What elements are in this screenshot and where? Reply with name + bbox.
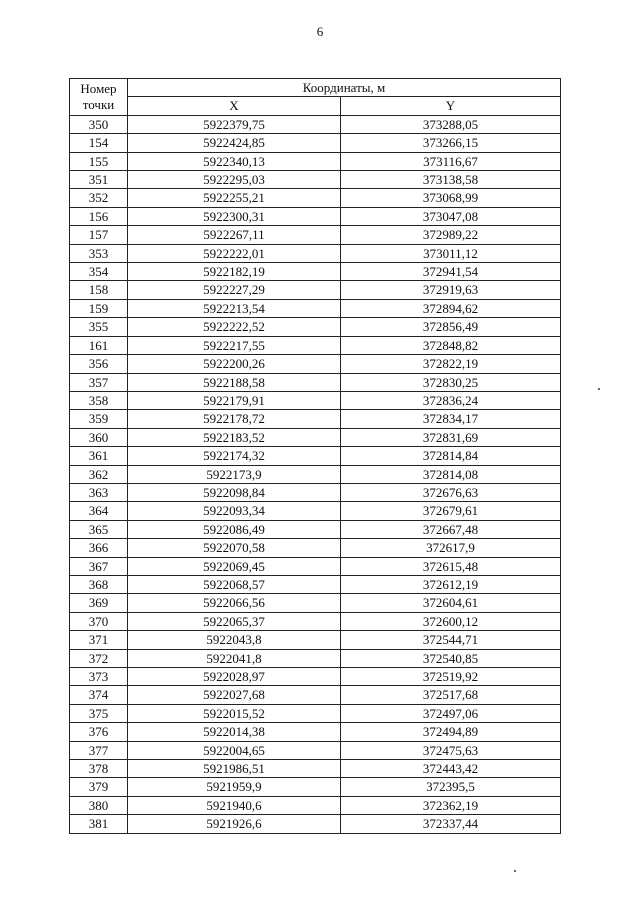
table-row [70, 723, 561, 741]
cell-x: 5922173,9 [128, 465, 341, 483]
table-row [70, 355, 561, 373]
header-row-top [70, 79, 561, 97]
table-row [70, 612, 561, 630]
cell-point-number: 363 [70, 483, 128, 501]
cell-x: 5922004,65 [128, 741, 341, 759]
cell-y: 372443,42 [341, 760, 561, 778]
table-row [70, 152, 561, 170]
cell-x: 5922065,37 [128, 612, 341, 630]
cell-y: 372941,54 [341, 263, 561, 281]
coordinates-table [69, 78, 561, 834]
cell-y: 373288,05 [341, 115, 561, 133]
table-header [70, 79, 561, 116]
cell-y: 372517,68 [341, 686, 561, 704]
cell-x: 5922028,97 [128, 668, 341, 686]
cell-y: 372836,24 [341, 391, 561, 409]
header-y: Y [341, 97, 561, 115]
cell-x: 5922174,32 [128, 447, 341, 465]
cell-x: 5922424,85 [128, 134, 341, 152]
cell-x: 5922178,72 [128, 410, 341, 428]
cell-point-number: 364 [70, 502, 128, 520]
cell-point-number: 358 [70, 391, 128, 409]
cell-y: 372600,12 [341, 612, 561, 630]
cell-point-number: 377 [70, 741, 128, 759]
cell-point-number: 360 [70, 428, 128, 446]
cell-y: 373266,15 [341, 134, 561, 152]
cell-point-number: 372 [70, 649, 128, 667]
cell-x: 5922014,38 [128, 723, 341, 741]
table-row [70, 336, 561, 354]
cell-y: 372475,63 [341, 741, 561, 759]
table-row [70, 539, 561, 557]
table-row [70, 741, 561, 759]
cell-y: 372540,85 [341, 649, 561, 667]
table-row [70, 171, 561, 189]
cell-y: 372519,92 [341, 668, 561, 686]
cell-point-number: 352 [70, 189, 128, 207]
header-coordinates: Координаты, м [128, 79, 561, 97]
cell-y: 373138,58 [341, 171, 561, 189]
header-x: X [128, 97, 341, 115]
cell-x: 5922043,8 [128, 631, 341, 649]
cell-x: 5922222,01 [128, 244, 341, 262]
table-row [70, 704, 561, 722]
cell-point-number: 367 [70, 557, 128, 575]
table-row [70, 686, 561, 704]
cell-point-number: 354 [70, 263, 128, 281]
cell-x: 5922267,11 [128, 226, 341, 244]
cell-point-number: 368 [70, 575, 128, 593]
table-row [70, 575, 561, 593]
cell-y: 372814,08 [341, 465, 561, 483]
cell-x: 5922340,13 [128, 152, 341, 170]
cell-x: 5922068,57 [128, 575, 341, 593]
cell-x: 5922015,52 [128, 704, 341, 722]
cell-x: 5922200,26 [128, 355, 341, 373]
table-row [70, 760, 561, 778]
cell-point-number: 381 [70, 815, 128, 833]
table-body [70, 115, 561, 833]
cell-y: 372676,63 [341, 483, 561, 501]
cell-point-number: 362 [70, 465, 128, 483]
cell-x: 5922093,34 [128, 502, 341, 520]
cell-y: 372544,71 [341, 631, 561, 649]
cell-y: 373011,12 [341, 244, 561, 262]
table-row [70, 299, 561, 317]
cell-point-number: 355 [70, 318, 128, 336]
header-point-line2: точки [82, 96, 115, 112]
table-row [70, 796, 561, 814]
cell-x: 5922213,54 [128, 299, 341, 317]
table-row [70, 189, 561, 207]
scan-speck [598, 388, 600, 390]
cell-point-number: 361 [70, 447, 128, 465]
table-row [70, 594, 561, 612]
cell-y: 372989,22 [341, 226, 561, 244]
cell-y: 372667,48 [341, 520, 561, 538]
cell-point-number: 379 [70, 778, 128, 796]
cell-y: 372615,48 [341, 557, 561, 575]
cell-point-number: 371 [70, 631, 128, 649]
table-row [70, 263, 561, 281]
cell-x: 5922066,56 [128, 594, 341, 612]
cell-point-number: 155 [70, 152, 128, 170]
cell-y: 372834,17 [341, 410, 561, 428]
cell-point-number: 357 [70, 373, 128, 391]
cell-point-number: 370 [70, 612, 128, 630]
table-row [70, 465, 561, 483]
cell-x: 5921926,6 [128, 815, 341, 833]
header-row-bottom [70, 97, 561, 115]
cell-x: 5922217,55 [128, 336, 341, 354]
cell-y: 373068,99 [341, 189, 561, 207]
table-row [70, 483, 561, 501]
cell-x: 5922255,21 [128, 189, 341, 207]
cell-point-number: 365 [70, 520, 128, 538]
table-row [70, 778, 561, 796]
cell-point-number: 373 [70, 668, 128, 686]
cell-point-number: 353 [70, 244, 128, 262]
header-point-number [70, 79, 128, 116]
table-row [70, 668, 561, 686]
cell-y: 372679,61 [341, 502, 561, 520]
cell-x: 5922188,58 [128, 373, 341, 391]
cell-point-number: 356 [70, 355, 128, 373]
page-number: 6 [316, 24, 324, 39]
cell-point-number: 156 [70, 207, 128, 225]
cell-point-number: 378 [70, 760, 128, 778]
header-point-line1: Номер [80, 80, 117, 96]
table-row [70, 134, 561, 152]
cell-y: 372617,9 [341, 539, 561, 557]
cell-point-number: 351 [70, 171, 128, 189]
cell-point-number: 366 [70, 539, 128, 557]
table-row [70, 428, 561, 446]
table-row [70, 520, 561, 538]
table-row [70, 373, 561, 391]
cell-x: 5922098,84 [128, 483, 341, 501]
cell-y: 372337,44 [341, 815, 561, 833]
cell-x: 5922300,31 [128, 207, 341, 225]
cell-point-number: 374 [70, 686, 128, 704]
table-row [70, 281, 561, 299]
cell-y: 373047,08 [341, 207, 561, 225]
cell-point-number: 380 [70, 796, 128, 814]
cell-x: 5922183,52 [128, 428, 341, 446]
cell-y: 372612,19 [341, 575, 561, 593]
table-row [70, 410, 561, 428]
cell-y: 372894,62 [341, 299, 561, 317]
cell-x: 5922182,19 [128, 263, 341, 281]
cell-point-number: 157 [70, 226, 128, 244]
table-row [70, 115, 561, 133]
cell-x: 5922070,58 [128, 539, 341, 557]
cell-x: 5922069,45 [128, 557, 341, 575]
cell-x: 5921940,6 [128, 796, 341, 814]
cell-x: 5922379,75 [128, 115, 341, 133]
cell-point-number: 350 [70, 115, 128, 133]
cell-y: 372848,82 [341, 336, 561, 354]
cell-y: 372831,69 [341, 428, 561, 446]
cell-point-number: 376 [70, 723, 128, 741]
cell-x: 5922027,68 [128, 686, 341, 704]
cell-y: 372919,63 [341, 281, 561, 299]
cell-x: 5922295,03 [128, 171, 341, 189]
table-row [70, 815, 561, 833]
cell-x: 5922227,29 [128, 281, 341, 299]
cell-y: 373116,67 [341, 152, 561, 170]
table-row [70, 557, 561, 575]
cell-y: 372395,5 [341, 778, 561, 796]
cell-x: 5922041,8 [128, 649, 341, 667]
cell-y: 372604,61 [341, 594, 561, 612]
cell-x: 5922179,91 [128, 391, 341, 409]
cell-point-number: 359 [70, 410, 128, 428]
cell-y: 372362,19 [341, 796, 561, 814]
cell-point-number: 158 [70, 281, 128, 299]
cell-x: 5922222,52 [128, 318, 341, 336]
table-row [70, 631, 561, 649]
cell-point-number: 161 [70, 336, 128, 354]
cell-y: 372814,84 [341, 447, 561, 465]
cell-y: 372822,19 [341, 355, 561, 373]
table-row [70, 649, 561, 667]
cell-x: 5921986,51 [128, 760, 341, 778]
cell-point-number: 375 [70, 704, 128, 722]
cell-point-number: 154 [70, 134, 128, 152]
table-row [70, 318, 561, 336]
scan-speck [514, 870, 516, 872]
table-row [70, 447, 561, 465]
cell-y: 372856,49 [341, 318, 561, 336]
cell-point-number: 369 [70, 594, 128, 612]
table-row [70, 244, 561, 262]
cell-x: 5922086,49 [128, 520, 341, 538]
table-row [70, 207, 561, 225]
table-row [70, 226, 561, 244]
cell-x: 5921959,9 [128, 778, 341, 796]
table-row [70, 391, 561, 409]
table-row [70, 502, 561, 520]
cell-y: 372494,89 [341, 723, 561, 741]
cell-point-number: 159 [70, 299, 128, 317]
cell-y: 372830,25 [341, 373, 561, 391]
cell-y: 372497,06 [341, 704, 561, 722]
